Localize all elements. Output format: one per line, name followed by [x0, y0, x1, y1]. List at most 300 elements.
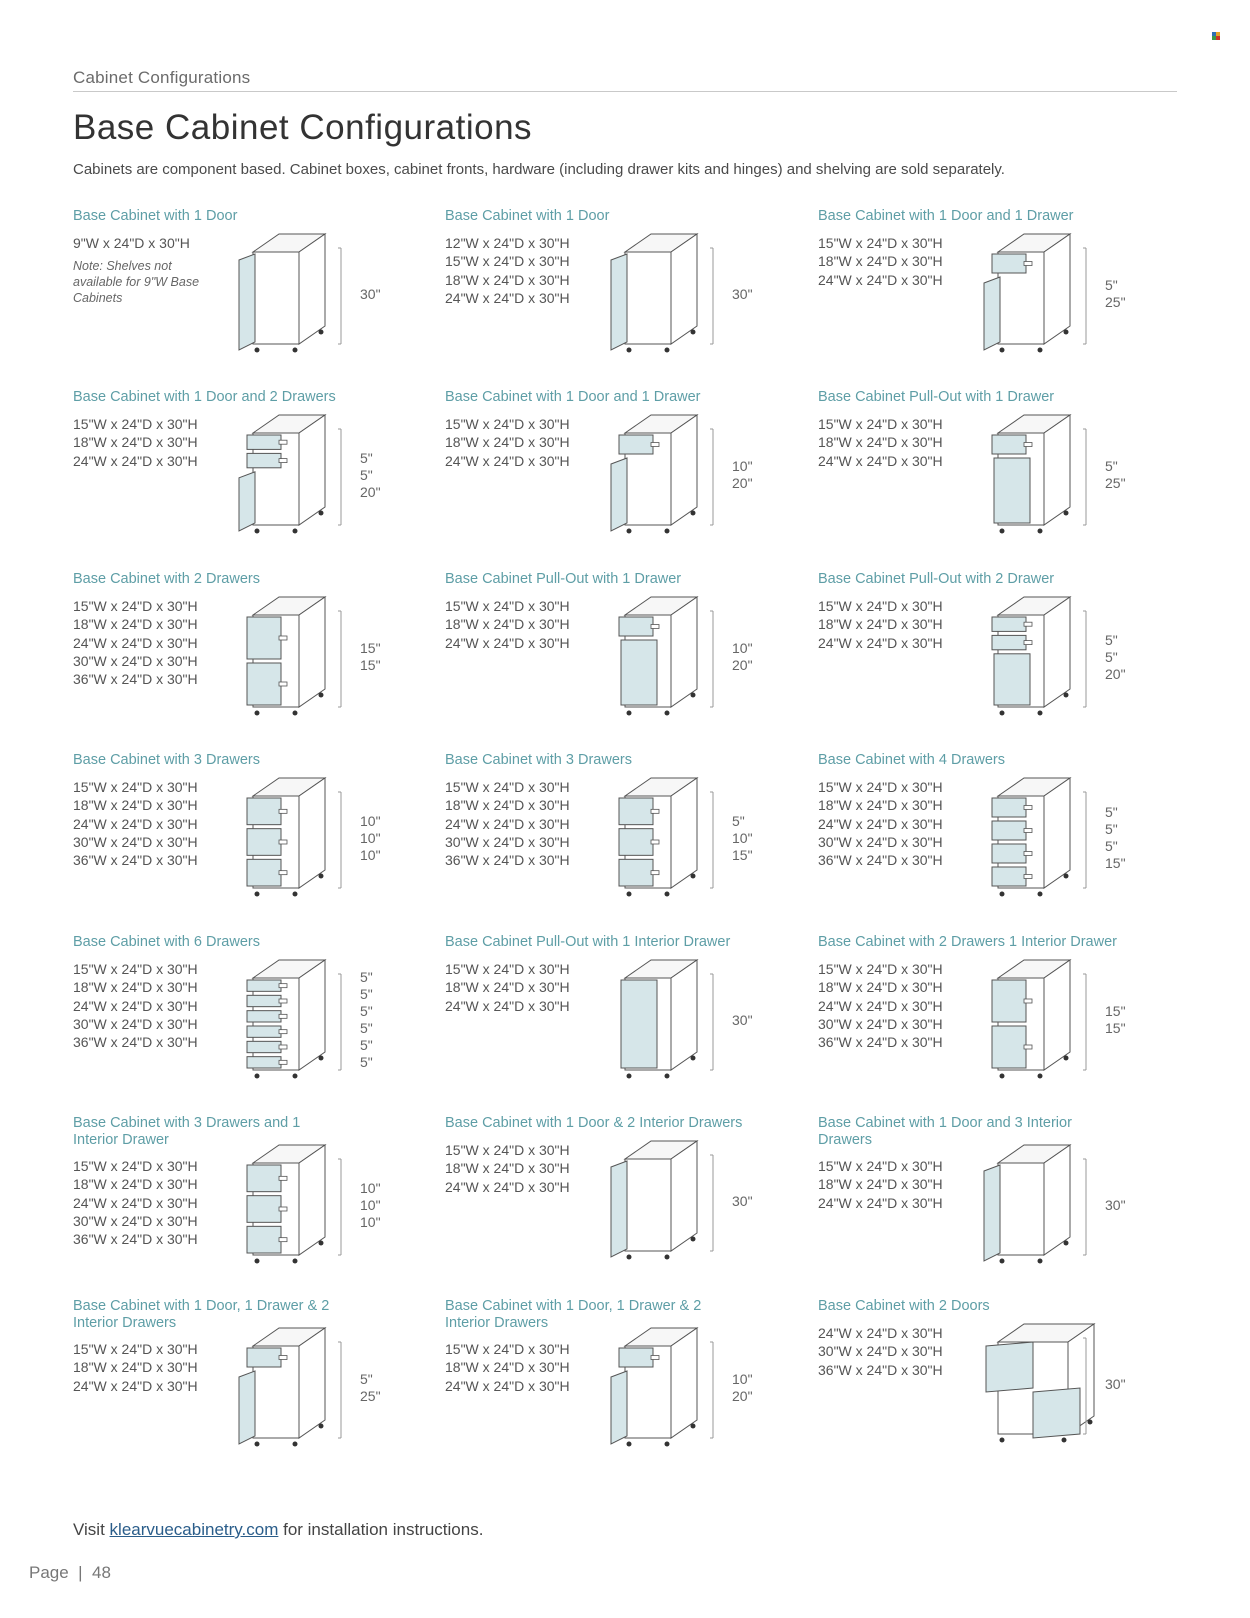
leveler-foot	[627, 529, 632, 534]
size-list	[73, 778, 198, 869]
height-measure: 5"	[1105, 838, 1118, 854]
drawer-front	[247, 1011, 281, 1022]
cabinet-card	[818, 389, 1188, 569]
size-item: 18"W x 24"D x 30"H	[818, 797, 943, 814]
drawer-box-edge	[279, 1045, 287, 1049]
height-measures	[732, 286, 753, 303]
size-item: 18"W x 24"D x 30"H	[818, 1176, 943, 1193]
pullout-panel	[994, 654, 1030, 705]
footer-visit-prefix: Visit	[73, 1520, 110, 1539]
height-measures	[360, 1371, 381, 1405]
drawer-front	[619, 1348, 653, 1367]
size-item: 15"W x 24"D x 30"H	[818, 598, 943, 614]
height-measure: 10"	[732, 829, 753, 846]
drawer-box-edge	[651, 1356, 659, 1360]
drawer-box-edge	[651, 443, 659, 447]
leveler-foot	[1064, 1241, 1069, 1246]
drawer-box-edge	[651, 809, 659, 813]
intro-text: Cabinets are component based. Cabinet boxes, cabinet fronts, hardware (including drawer kits and hinges) and shelving are sold separately.	[73, 161, 1005, 178]
size-item: 36"W x 24"D x 30"H	[73, 1034, 198, 1051]
door-panel	[984, 277, 1000, 350]
size-item: 30"W x 24"D x 30"H	[818, 1015, 943, 1032]
height-measure: 10"	[360, 1179, 381, 1196]
cabinet-drawing	[595, 226, 725, 354]
door-panel	[611, 1371, 627, 1444]
cabinet-drawing	[968, 589, 1098, 717]
size-item: 30"W x 24"D x 30"H	[818, 833, 943, 850]
drawer-box-edge	[279, 1356, 287, 1360]
size-item: 15"W x 24"D x 30"H	[818, 416, 943, 432]
height-measures	[360, 1180, 381, 1231]
drawer-front	[247, 1226, 281, 1253]
leveler-foot	[255, 1259, 260, 1264]
drawer-front	[247, 798, 281, 825]
leveler-foot	[627, 1074, 632, 1079]
cabinet-title: Base Cabinet Pull-Out with 1 Drawer	[445, 571, 682, 587]
cabinet-side	[671, 234, 697, 344]
size-item: 15"W x 24"D x 30"H	[445, 1142, 570, 1158]
height-measures	[360, 813, 381, 864]
door-panel	[611, 458, 627, 531]
leveler-foot	[293, 1259, 298, 1264]
height-measure: 25"	[1105, 294, 1126, 310]
cabinet-title: Base Cabinet with 1 Door and 1 Drawer	[818, 208, 1074, 224]
cabinet-side	[671, 597, 697, 707]
size-item: 24"W x 24"D x 30"H	[73, 634, 198, 651]
size-list	[818, 1324, 943, 1379]
size-list	[445, 778, 570, 869]
drawer-box-edge	[279, 459, 287, 463]
cabinet-side	[299, 778, 325, 888]
drawer-box-edge	[279, 636, 287, 640]
drawer-front	[247, 1348, 281, 1367]
leveler-foot	[1038, 1259, 1043, 1264]
size-list	[445, 1141, 570, 1196]
leveler-foot	[293, 1442, 298, 1447]
height-measures	[732, 1193, 753, 1210]
drawer-front	[247, 663, 281, 705]
cabinet-drawing	[595, 1320, 725, 1448]
leveler-foot	[1000, 529, 1005, 534]
cabinet-box	[998, 1163, 1044, 1255]
leveler-foot	[627, 1255, 632, 1260]
size-item: 15"W x 24"D x 30"H	[445, 779, 570, 795]
size-item: 15"W x 24"D x 30"H	[445, 598, 570, 614]
drawer-front	[619, 829, 653, 856]
door-panel	[984, 1165, 1000, 1261]
height-measure: 15"	[360, 657, 381, 673]
height-measure: 30"	[732, 285, 753, 302]
size-item: 18"W x 24"D x 30"H	[818, 616, 943, 633]
cabinet-drawing	[595, 1133, 725, 1261]
leveler-foot	[691, 1424, 696, 1429]
height-measures	[360, 286, 381, 303]
leveler-foot	[1064, 874, 1069, 879]
leveler-foot	[319, 330, 324, 335]
size-item: 15"W x 24"D x 30"H	[73, 1341, 198, 1357]
leveler-foot	[255, 529, 260, 534]
height-measure: 20"	[732, 1388, 753, 1404]
leveler-foot	[665, 711, 670, 716]
size-list	[818, 234, 943, 289]
cabinet-side	[671, 415, 697, 525]
drawer-box-edge	[1024, 875, 1032, 879]
leveler-foot	[319, 874, 324, 879]
size-item: 15"W x 24"D x 30"H	[445, 961, 570, 977]
drawer-front	[992, 844, 1026, 863]
height-measure: 20"	[732, 475, 753, 491]
size-item: 36"W x 24"D x 30"H	[73, 1231, 198, 1248]
size-item: 18"W x 24"D x 30"H	[818, 979, 943, 996]
leveler-foot	[1038, 348, 1043, 353]
drawer-front	[247, 1041, 281, 1052]
cabinet-side	[671, 1141, 697, 1251]
size-item: 24"W x 24"D x 30"H	[818, 271, 943, 288]
cabinet-card	[73, 1298, 443, 1478]
height-measure: 5"	[1105, 277, 1118, 293]
drawer-box-edge	[279, 440, 287, 444]
size-item: 18"W x 24"D x 30"H	[73, 434, 198, 451]
size-item: 24"W x 24"D x 30"H	[445, 634, 570, 651]
leveler-foot	[1038, 1074, 1043, 1079]
size-item: 15"W x 24"D x 30"H	[445, 416, 570, 432]
size-list	[73, 1340, 198, 1395]
size-item: 15"W x 24"D x 30"H	[818, 961, 943, 977]
leveler-foot	[1064, 511, 1069, 516]
drawer-box-edge	[279, 682, 287, 686]
drawer-box-edge	[279, 1060, 287, 1064]
height-measure: 30"	[1105, 1375, 1126, 1392]
height-measure: 5"	[360, 969, 373, 985]
drawer-front	[992, 635, 1026, 649]
cabinet-card	[73, 1115, 443, 1295]
size-item: 18"W x 24"D x 30"H	[73, 979, 198, 996]
drawer-front	[247, 1196, 281, 1223]
drawer-front	[247, 1165, 281, 1192]
height-measure: 5"	[360, 986, 373, 1002]
size-item: 15"W x 24"D x 30"H	[73, 961, 198, 977]
cabinet-drawing	[968, 407, 1098, 535]
cabinet-drawing	[968, 770, 1098, 898]
drawer-box-edge	[1024, 999, 1032, 1003]
cabinet-title: Base Cabinet Pull-Out with 1 Interior Drawer	[445, 934, 731, 950]
height-measure: 20"	[732, 657, 753, 673]
leveler-foot	[627, 348, 632, 353]
height-measures	[360, 969, 373, 1071]
size-item: 30"W x 24"D x 30"H	[818, 1343, 943, 1360]
drawer-front	[619, 435, 653, 454]
size-list	[73, 597, 198, 688]
cabinet-drawing	[968, 1316, 1098, 1444]
height-measure: 5"	[1105, 648, 1118, 665]
size-item: 36"W x 24"D x 30"H	[73, 671, 198, 688]
drawer-front	[619, 798, 653, 825]
cabinet-title: Base Cabinet with 3 Drawers	[73, 752, 260, 768]
pullout-panel	[621, 980, 657, 1068]
cabinet-box	[253, 252, 299, 344]
cabinet-side	[1044, 597, 1070, 707]
cabinet-card	[445, 1115, 815, 1295]
cabinet-title: Base Cabinet with 2 Drawers 1 Interior Drawer	[818, 934, 1117, 950]
drawer-box-edge	[279, 984, 287, 988]
drawer-box-edge	[1024, 852, 1032, 856]
leveler-foot	[1064, 330, 1069, 335]
size-item: 30"W x 24"D x 30"H	[445, 833, 570, 850]
height-measures	[1105, 277, 1126, 311]
leveler-foot	[665, 529, 670, 534]
size-item: 24"W x 24"D x 30"H	[818, 634, 943, 651]
leveler-foot	[665, 892, 670, 897]
cabinet-title: Base Cabinet Pull-Out with 2 Drawer	[818, 571, 1055, 587]
cabinet-side	[671, 1328, 697, 1438]
cabinet-drawing	[223, 770, 353, 898]
drawer-front	[619, 859, 653, 886]
leveler-foot	[255, 1074, 260, 1079]
cabinet-side	[1044, 415, 1070, 525]
leveler-foot	[1064, 1056, 1069, 1061]
brand-logo-icon	[1212, 32, 1220, 40]
size-item: 18"W x 24"D x 30"H	[445, 1359, 570, 1376]
height-measure: 20"	[1105, 665, 1126, 682]
cabinet-drawing	[223, 952, 353, 1080]
leveler-foot	[319, 1424, 324, 1429]
page-title: Base Cabinet Configurations	[73, 108, 533, 147]
door-panel	[1033, 1388, 1080, 1438]
size-item: 18"W x 24"D x 30"H	[73, 616, 198, 633]
leveler-foot	[293, 892, 298, 897]
size-list	[445, 234, 570, 307]
size-item: 15"W x 24"D x 30"H	[445, 253, 570, 270]
size-item: 24"W x 24"D x 30"H	[73, 1377, 198, 1394]
cabinet-card	[445, 389, 815, 569]
height-measure: 10"	[360, 812, 381, 829]
size-item: 18"W x 24"D x 30"H	[73, 797, 198, 814]
cabinet-drawing	[223, 1320, 353, 1448]
size-item: 15"W x 24"D x 30"H	[73, 598, 198, 614]
height-measure: 30"	[732, 1192, 753, 1209]
drawer-box-edge	[279, 871, 287, 875]
leveler-foot	[319, 1056, 324, 1061]
section-label: Cabinet Configurations	[73, 68, 251, 87]
leveler-foot	[1000, 1438, 1005, 1443]
cabinet-drawing	[595, 589, 725, 717]
cabinet-card	[445, 1298, 815, 1478]
size-item: 24"W x 24"D x 30"H	[818, 1325, 943, 1341]
size-item: 15"W x 24"D x 30"H	[818, 779, 943, 795]
size-item: 18"W x 24"D x 30"H	[445, 797, 570, 814]
size-list	[445, 960, 570, 1015]
height-measure: 15"	[732, 846, 753, 863]
height-measure: 10"	[360, 829, 381, 846]
height-measure: 30"	[732, 1011, 753, 1028]
cabinet-title: Base Cabinet with 1 Door	[445, 208, 610, 224]
height-measure: 30"	[360, 285, 381, 302]
size-list	[445, 415, 570, 470]
height-measure: 5"	[1105, 804, 1118, 820]
cabinet-side	[1044, 778, 1070, 888]
drawer-front	[992, 980, 1026, 1022]
cabinet-card	[73, 208, 443, 388]
drawer-box-edge	[1024, 829, 1032, 833]
size-item: 36"W x 24"D x 30"H	[818, 852, 943, 869]
size-item: 24"W x 24"D x 30"H	[445, 815, 570, 832]
cabinet-card	[818, 752, 1188, 932]
leveler-foot	[293, 711, 298, 716]
drawer-front	[247, 435, 281, 449]
leveler-foot	[1062, 1438, 1067, 1443]
size-list	[445, 1340, 570, 1395]
cabinet-box	[625, 1159, 671, 1251]
leveler-foot	[691, 1056, 696, 1061]
drawer-front	[247, 995, 281, 1006]
leveler-foot	[255, 348, 260, 353]
drawer-front	[247, 617, 281, 659]
drawer-front	[992, 435, 1026, 454]
height-measure: 5"	[1105, 631, 1118, 648]
size-list	[818, 415, 943, 470]
cabinet-side	[299, 1145, 325, 1255]
height-measure: 5"	[360, 1020, 373, 1036]
size-item: 24"W x 24"D x 30"H	[73, 815, 198, 832]
drawer-box-edge	[279, 999, 287, 1003]
cabinet-card	[445, 934, 815, 1114]
size-item: 36"W x 24"D x 30"H	[73, 852, 198, 869]
cabinet-side	[1044, 960, 1070, 1070]
cabinet-drawing	[968, 1137, 1098, 1265]
cabinet-drawing	[595, 407, 725, 535]
drawer-box-edge	[279, 1014, 287, 1018]
leveler-foot	[1038, 711, 1043, 716]
leveler-foot	[691, 874, 696, 879]
cabinet-title: Base Cabinet with 2 Drawers	[73, 571, 260, 587]
cabinet-side	[671, 778, 697, 888]
cabinet-title: Base Cabinet with 1 Door & 2 Interior Drawers	[445, 1115, 743, 1131]
cabinet-card	[818, 208, 1188, 388]
cabinet-card	[73, 934, 443, 1114]
height-measure: 15"	[1105, 1003, 1126, 1019]
height-measure: 30"	[1105, 1196, 1126, 1213]
size-item: 36"W x 24"D x 30"H	[818, 1034, 943, 1051]
height-measures	[732, 458, 753, 492]
height-measure: 5"	[360, 449, 373, 466]
height-measures	[360, 640, 381, 674]
size-item: 18"W x 24"D x 30"H	[818, 434, 943, 451]
drawer-box-edge	[279, 1207, 287, 1211]
cabinet-side	[299, 960, 325, 1070]
height-measures	[732, 640, 753, 674]
size-item: 15"W x 24"D x 30"H	[73, 1158, 198, 1174]
cabinet-drawing	[223, 226, 353, 354]
leveler-foot	[627, 892, 632, 897]
leveler-foot	[1000, 348, 1005, 353]
height-measure: 5"	[360, 1054, 373, 1070]
size-list	[818, 1157, 943, 1212]
size-item: 18"W x 24"D x 30"H	[445, 434, 570, 451]
cabinet-side	[299, 234, 325, 344]
cabinet-title: Base Cabinet Pull-Out with 1 Drawer	[818, 389, 1055, 405]
leveler-foot	[1088, 1420, 1093, 1425]
cabinet-side	[299, 1328, 325, 1438]
size-item: 15"W x 24"D x 30"H	[73, 779, 198, 795]
door-panel	[239, 472, 255, 531]
height-measure: 5"	[360, 466, 373, 483]
height-measure: 15"	[1105, 1020, 1126, 1036]
drawer-front	[992, 1026, 1026, 1068]
cabinet-drawing	[968, 952, 1098, 1080]
size-item: 24"W x 24"D x 30"H	[818, 997, 943, 1014]
cabinet-side	[671, 960, 697, 1070]
height-measure: 15"	[360, 640, 381, 656]
height-measures	[1105, 1197, 1126, 1214]
size-list	[818, 597, 943, 652]
size-item: 30"W x 24"D x 30"H	[73, 833, 198, 850]
height-measure: 20"	[360, 483, 381, 500]
drawer-front	[992, 798, 1026, 817]
size-item: 36"W x 24"D x 30"H	[818, 1361, 943, 1378]
cabinet-card	[818, 1115, 1188, 1295]
size-item: 18"W x 24"D x 30"H	[818, 253, 943, 270]
size-item: 24"W x 24"D x 30"H	[73, 997, 198, 1014]
size-item: 24"W x 24"D x 30"H	[73, 1194, 198, 1211]
height-measure: 5"	[1105, 821, 1118, 837]
size-item: 30"W x 24"D x 30"H	[73, 1015, 198, 1032]
cabinet-title: Base Cabinet with 4 Drawers	[818, 752, 1005, 768]
cabinet-drawing	[223, 407, 353, 535]
size-list	[73, 415, 198, 470]
cabinet-card	[445, 571, 815, 751]
height-measure: 5"	[732, 812, 745, 829]
drawer-front	[247, 1057, 281, 1068]
cabinet-card	[445, 208, 815, 388]
size-item: 15"W x 24"D x 30"H	[445, 1341, 570, 1357]
leveler-foot	[293, 529, 298, 534]
size-list	[73, 1157, 198, 1248]
drawer-box-edge	[279, 1176, 287, 1180]
drawer-front	[247, 1026, 281, 1037]
drawer-box-edge	[1024, 443, 1032, 447]
website-link[interactable]: klearvuecabinetry.com	[109, 1520, 279, 1539]
leveler-foot	[665, 348, 670, 353]
cabinet-card	[73, 752, 443, 932]
height-measures	[1105, 1376, 1126, 1393]
cabinet-drawing	[968, 226, 1098, 354]
height-measure: 10"	[732, 640, 753, 656]
height-measure: 5"	[360, 1037, 373, 1053]
cabinet-card	[818, 571, 1188, 751]
drawer-box-edge	[279, 1238, 287, 1242]
size-list	[818, 778, 943, 869]
drawer-box-edge	[1024, 641, 1032, 645]
header-divider	[73, 91, 1177, 92]
leveler-foot	[293, 1074, 298, 1079]
cabinet-title: Base Cabinet with 6 Drawers	[73, 934, 260, 950]
size-item: 24"W x 24"D x 30"H	[818, 1194, 943, 1211]
height-measure: 10"	[360, 1213, 381, 1230]
leveler-foot	[1000, 892, 1005, 897]
height-measure: 25"	[1105, 475, 1126, 491]
cabinet-title: Base Cabinet with 3 Drawers	[445, 752, 632, 768]
height-measures	[732, 1012, 753, 1029]
size-list	[73, 960, 198, 1051]
cabinet-title: Base Cabinet with 1 Door and 3 Interior Drawers	[818, 1115, 1072, 1148]
height-measures	[732, 1371, 753, 1405]
leveler-foot	[691, 693, 696, 698]
leveler-foot	[255, 892, 260, 897]
door-panel	[239, 1371, 255, 1444]
height-measure: 10"	[360, 846, 381, 863]
cabinet-card	[818, 1298, 1188, 1478]
leveler-foot	[319, 1241, 324, 1246]
